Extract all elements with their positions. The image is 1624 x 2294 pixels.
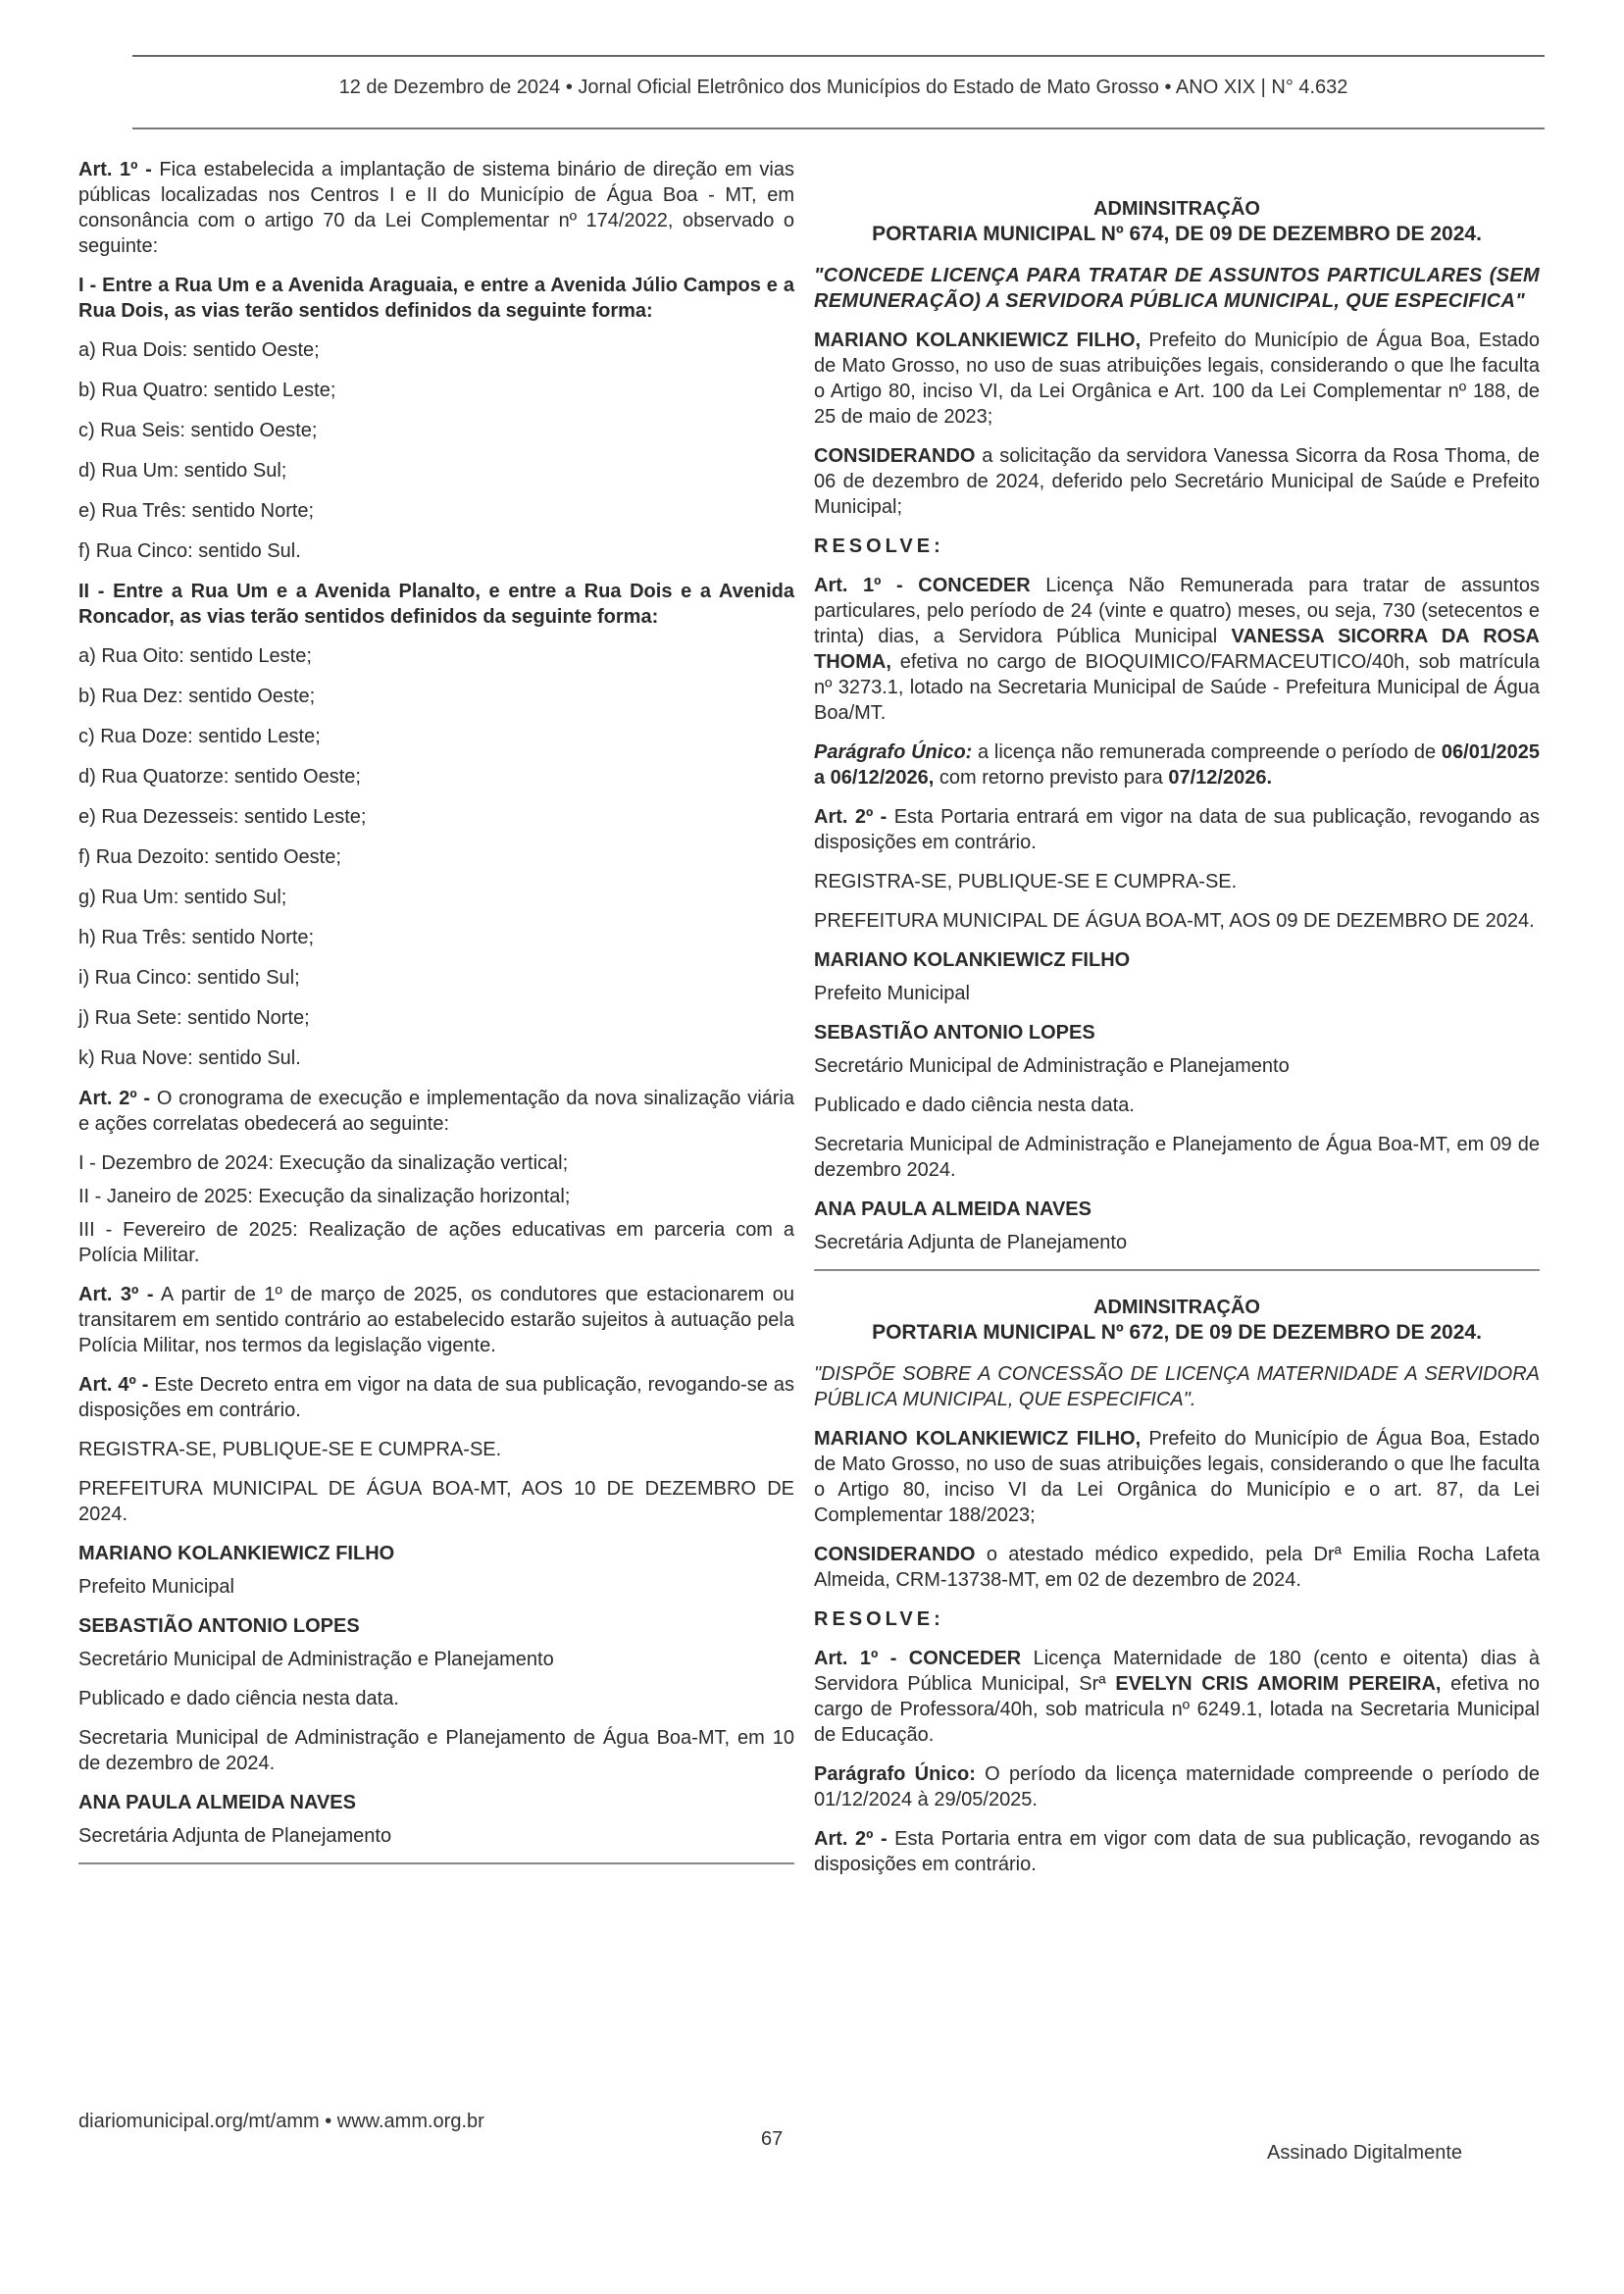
paragrafo-label: Parágrafo Único: (814, 741, 973, 763)
paragrafo-text-b: com retorno previsto para (934, 767, 1169, 789)
registra-line: REGISTRA-SE, PUBLIQUE-SE E CUMPRA-SE. (814, 871, 1238, 892)
paragrafo-text: O período da licença maternidade compreende o período de 01/12/2024 à 29/05/2025. (814, 1763, 1540, 1810)
portaria-672-title: PORTARIA MUNICIPAL Nº 672, DE 09 DE DEZEMBRO DE 2024. (872, 1321, 1482, 1344)
list-item: g) Rua Um: sentido Sul; (78, 887, 287, 908)
article-2 (78, 1086, 794, 1137)
art1-text-a: Licença Não Remunerada para tratar de assuntos particulares, pelo período de 24 (vinte e quatro) meses, ou seja, 730 (setecentos e trinta) dias, a Servidora Pública Municipal (814, 575, 1541, 647)
portaria-672-preamble (814, 1426, 1540, 1528)
prefeitura-line: PREFEITURA MUNICIPAL DE ÁGUA BOA-MT, AOS 10 DE DEZEMBRO DE 2024. (78, 1478, 794, 1525)
considerando-text: a solicitação da servidora Vanessa Sicorra da Rosa Thoma, de 06 de dezembro de 2024, deferido pelo Secretário Municipal de Saúde e Prefeito Municipal; (814, 445, 1540, 518)
article-2-label: Art. 2º - (78, 1088, 151, 1109)
portaria-674-preamble (814, 328, 1540, 430)
secretaria-line: Secretaria Municipal de Administração e Planejamento de Água Boa-MT, em 09 de dezembro 2024. (814, 1134, 1540, 1181)
footer-site-links[interactable]: diariomunicipal.org/mt/amm • www.amm.org.br (78, 2111, 484, 2132)
list-item: j) Rua Sete: sentido Norte; (78, 1007, 310, 1029)
article-4 (78, 1372, 794, 1423)
portaria-672-art2 (814, 1826, 1540, 1877)
article-3-label: Art. 3º - (78, 1284, 154, 1305)
list-item: a) Rua Oito: sentido Leste; (78, 645, 312, 667)
portaria-674-art2 (814, 804, 1540, 855)
portaria-672-considerando (814, 1542, 1540, 1593)
portaria-674-paragrafo (814, 739, 1540, 790)
servidora-name: EVELYN CRIS AMORIM PEREIRA, (1115, 1673, 1442, 1695)
header-rule-top (132, 55, 1545, 57)
portaria-672-paragrafo (814, 1761, 1540, 1812)
schedule-item: II - Janeiro de 2025: Execução da sinalização horizontal; (78, 1186, 571, 1207)
signer-name: MARIANO KOLANKIEWICZ FILHO (78, 1543, 395, 1564)
schedule-item: I - Dezembro de 2024: Execução da sinalização vertical; (78, 1152, 569, 1174)
preamble-text: Prefeito do Município de Água Boa, Estado de Mato Grosso, no uso de suas atribuições legais, considerando o que lhe faculta o Artigo 80, inciso VI da Lei Orgânica do Município e o art. 87, da Lei Complementar 188/2023; (814, 1428, 1541, 1526)
portaria-674-considerando (814, 443, 1540, 520)
art1-text-b: efetiva no cargo de BIOQUIMICO/FARMACEUTICO/40h, sob matrícula nº 3273.1, lotado na Secretaria Municipal de Saúde - Prefeitura Municipal de Água Boa/MT. (814, 651, 1540, 724)
list-item: d) Rua Um: sentido Sul; (78, 460, 287, 482)
art1-label: Art. 1º - CONCEDER (814, 575, 1031, 596)
paragrafo-period: 06/01/2025 a 06/12/2026, (814, 741, 1540, 789)
art2-label: Art. 2º - (814, 1828, 888, 1850)
signer-name: SEBASTIÃO ANTONIO LOPES (78, 1615, 360, 1637)
list-item: b) Rua Quatro: sentido Leste; (78, 380, 336, 401)
list-item: h) Rua Três: sentido Norte; (78, 927, 315, 948)
section-2-title: II - Entre a Rua Um e a Avenida Planalto, e entre a Rua Dois e a Avenida Roncador, as vias terão sentidos definidos da seguinte forma: (78, 581, 794, 628)
signer-role: Secretária Adjunta de Planejamento (814, 1232, 1128, 1253)
list-item: c) Rua Doze: sentido Leste; (78, 726, 321, 747)
secretaria-line: Secretaria Municipal de Administração e Planejamento de Água Boa-MT, em 10 de dezembro de 2024. (78, 1727, 794, 1774)
list-item: f) Rua Dezoito: sentido Oeste; (78, 846, 341, 868)
published-line: Publicado e dado ciência nesta data. (814, 1095, 1135, 1116)
page-header: 12 de Dezembro de 2024 • Jornal Oficial Eletrônico dos Municípios do Estado de Mato Grosso • ANO XIX | N° 4.632 (338, 76, 1348, 98)
portaria-672-art1 (814, 1646, 1540, 1748)
left-column (78, 157, 794, 1888)
signer-role: Secretário Municipal de Administração e Planejamento (78, 1649, 554, 1670)
digital-signature-note: Assinado Digitalmente (1267, 2142, 1462, 2164)
portaria-674-art1 (814, 573, 1540, 726)
section-1-list (78, 337, 794, 564)
list-item: e) Rua Três: sentido Norte; (78, 500, 315, 522)
article-1-text: Fica estabelecida a implantação de sistema binário de direção em vias públicas localizadas nos Centros I e II do Município de Água Boa - MT, em consonância com o artigo 70 da Lei Complementar nº 174/2022, observado o seguinte: (78, 159, 794, 257)
article-3 (78, 1282, 794, 1358)
list-item: i) Rua Cinco: sentido Sul; (78, 967, 300, 989)
servidora-name: VANESSA SICORRA DA ROSA THOMA, (814, 626, 1540, 673)
header-rule-bottom (132, 127, 1545, 129)
art2-text: Esta Portaria entra em vigor com data de sua publicação, revogando as disposições em contrário. (814, 1828, 1540, 1875)
list-item: c) Rua Seis: sentido Oeste; (78, 420, 318, 441)
art1-text-a: Licença Maternidade de 180 (cento e oitenta) dias à Servidora Pública Municipal, Srª (814, 1648, 1540, 1695)
art1-text-b: efetiva no cargo de Professora/40h, sob matricula nº 6249.1, lotada na Secretaria Municipal de Educação. (814, 1673, 1540, 1746)
schedule-item: III - Fevereiro de 2025: Realização de ações educativas em parceria com a Polícia Militar. (78, 1219, 794, 1266)
published-line: Publicado e dado ciência nesta data. (78, 1688, 399, 1709)
list-item: d) Rua Quatorze: sentido Oeste; (78, 766, 361, 788)
article-4-text: Este Decreto entra em vigor na data de sua publicação, revogando-se as disposições em contrário. (78, 1374, 794, 1421)
portaria-674-ementa: "CONCEDE LICENÇA PARA TRATAR DE ASSUNTOS PARTICULARES (SEM REMUNERAÇÃO) A SERVIDORA PÚBLICA MUNICIPAL, QUE ESPECIFICA" (814, 265, 1540, 312)
section-divider (814, 1269, 1540, 1271)
signer-role: Secretário Municipal de Administração e Planejamento (814, 1055, 1290, 1077)
art1-label: Art. 1º - CONCEDER (814, 1648, 1022, 1669)
art2-label: Art. 2º - (814, 806, 888, 828)
paragrafo-label: Parágrafo Único: (814, 1763, 976, 1785)
article-4-label: Art. 4º - (78, 1374, 149, 1396)
signer-name: ANA PAULA ALMEIDA NAVES (814, 1198, 1091, 1220)
preamble-text: Prefeito do Município de Água Boa, Estado de Mato Grosso, no uso de suas atribuições legais, considerando o que lhe faculta o Artigo 80, inciso VI, da Lei Orgânica e Art. 100 da Lei Complementar nº 188, de 25 de maio de 2023; (814, 330, 1541, 428)
signer-name: MARIANO KOLANKIEWICZ FILHO (814, 949, 1131, 971)
list-item: k) Rua Nove: sentido Sul. (78, 1047, 301, 1069)
portaria-672-ementa: "DISPÕE SOBRE A CONCESSÃO DE LICENÇA MATERNIDADE A SERVIDORA PÚBLICA MUNICIPAL, QUE ESPECIFICA". (814, 1363, 1540, 1410)
right-column (814, 196, 1540, 1891)
section-1-title: I - Entre a Rua Um e a Avenida Araguaia, e entre a Avenida Júlio Campos e a Rua Dois, as vias terão sentidos definidos da seguinte forma: (78, 275, 794, 322)
portaria-674-title: PORTARIA MUNICIPAL Nº 674, DE 09 DE DEZEMBRO DE 2024. (872, 223, 1482, 245)
signer-role: Secretária Adjunta de Planejamento (78, 1825, 392, 1847)
article-2-text: O cronograma de execução e implementação da nova sinalização viária e ações correlatas obedecerá ao seguinte: (78, 1088, 794, 1135)
signer-role: Prefeito Municipal (814, 983, 970, 1004)
section-divider (78, 1862, 794, 1864)
resolve-label: RESOLVE: (814, 535, 944, 557)
prefeitura-line: PREFEITURA MUNICIPAL DE ÁGUA BOA-MT, AOS 09 DE DEZEMBRO DE 2024. (814, 910, 1535, 932)
signer-role: Prefeito Municipal (78, 1576, 234, 1598)
mayor-name: MARIANO KOLANKIEWICZ FILHO, (814, 330, 1142, 351)
resolve-label: RESOLVE: (814, 1608, 944, 1630)
paragrafo-text-a: a licença não remunerada compreende o período de (972, 741, 1442, 763)
signer-name: SEBASTIÃO ANTONIO LOPES (814, 1022, 1095, 1044)
considerando-label: CONSIDERANDO (814, 445, 976, 467)
list-item: e) Rua Dezesseis: sentido Leste; (78, 806, 367, 828)
article-1-label: Art. 1º - (78, 159, 152, 180)
signer-name: ANA PAULA ALMEIDA NAVES (78, 1792, 356, 1813)
list-item: a) Rua Dois: sentido Oeste; (78, 339, 320, 361)
portaria-674-section: ADMINSITRAÇÃO (1093, 198, 1260, 220)
page-number: 67 (761, 2128, 784, 2150)
mayor-name: MARIANO KOLANKIEWICZ FILHO, (814, 1428, 1142, 1450)
art2-text: Esta Portaria entrará em vigor na data de sua publicação, revogando as disposições em contrário. (814, 806, 1540, 853)
considerando-text: o atestado médico expedido, pela Drª Emilia Rocha Lafeta Almeida, CRM-13738-MT, em 02 de dezembro de 2024. (814, 1544, 1540, 1591)
registra-line: REGISTRA-SE, PUBLIQUE-SE E CUMPRA-SE. (78, 1439, 502, 1460)
paragrafo-return-date: 07/12/2026. (1168, 767, 1272, 789)
list-item: b) Rua Dez: sentido Oeste; (78, 686, 316, 707)
section-2-list (78, 643, 794, 1071)
considerando-label: CONSIDERANDO (814, 1544, 976, 1565)
article-3-text: A partir de 1º de março de 2025, os condutores que estacionarem ou transitarem em sentido contrário ao estabelecido estarão sujeitos à autuação pela Polícia Militar, nos termos da legislação vigente. (78, 1284, 794, 1356)
article-1 (78, 157, 794, 259)
list-item: f) Rua Cinco: sentido Sul. (78, 540, 301, 562)
portaria-672-section: ADMINSITRAÇÃO (1093, 1297, 1260, 1318)
